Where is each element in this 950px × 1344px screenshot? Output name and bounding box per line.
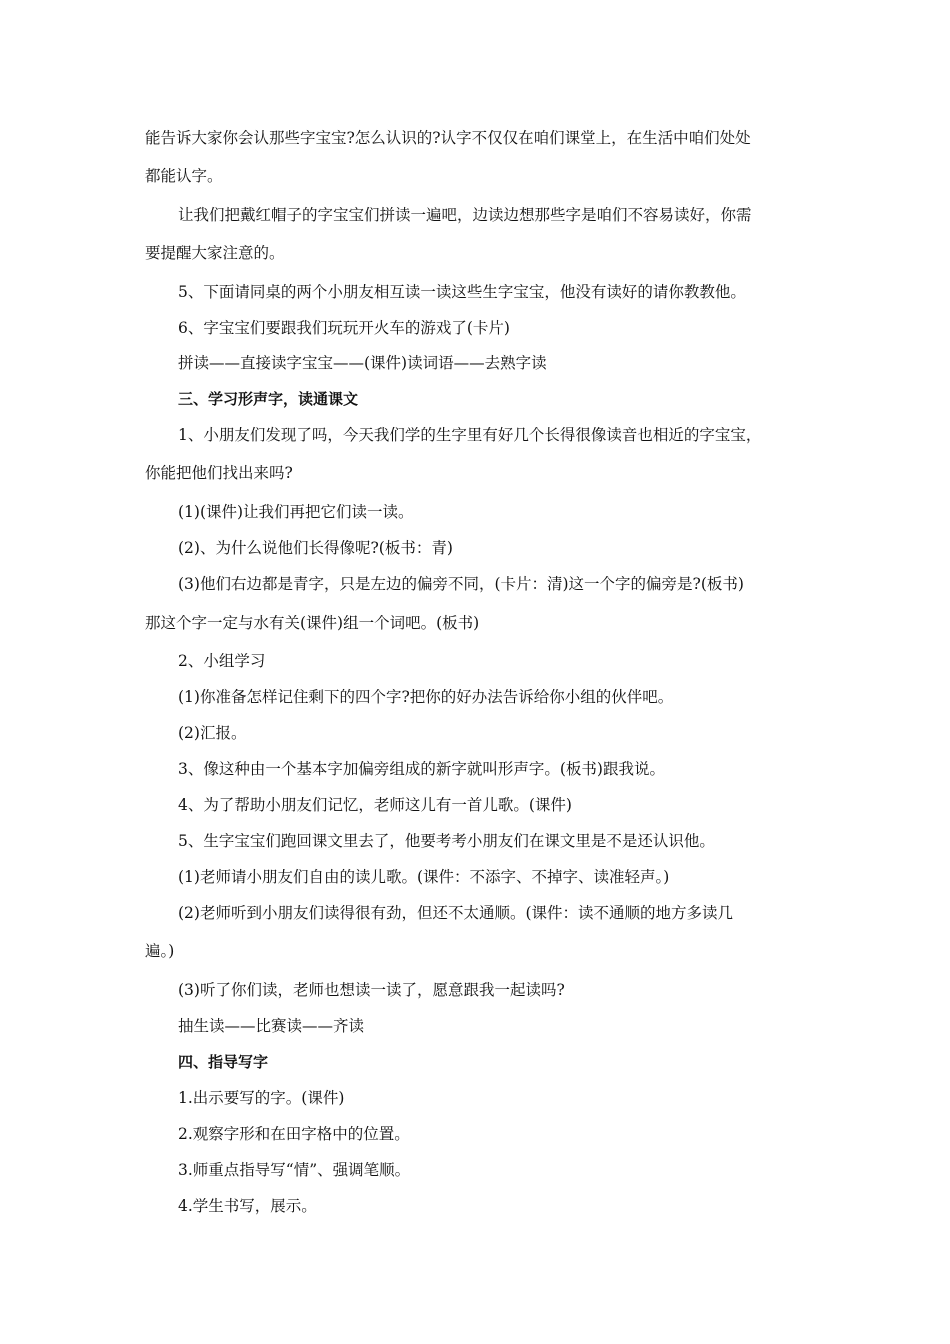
paragraph-line: 4.学生书写，展示。 <box>178 1197 317 1215</box>
paragraph-line: 1.出示要写的字。(课件) <box>178 1089 345 1107</box>
paragraph-line: 要提醒大家注意的。 <box>145 244 285 262</box>
paragraph-line: (2)老师听到小朋友们读得很有劲，但还不太通顺。(课件：读不通顺的地方多读几 <box>178 904 734 922</box>
section-heading: 三、学习形声字，读通课文 <box>178 390 359 408</box>
paragraph-line: 5、下面请同桌的两个小朋友相互读一读这些生字宝宝，他没有读好的请你教教他。 <box>178 283 746 301</box>
paragraph-line: (1)(课件)让我们再把它们读一读。 <box>178 503 414 521</box>
paragraph-line: 都能认字。 <box>145 167 223 185</box>
paragraph-line: 遍。) <box>145 942 175 960</box>
paragraph-line: (3)听了你们读，老师也想读一读了，愿意跟我一起读吗? <box>178 981 565 999</box>
paragraph-line: 4、为了帮助小朋友们记忆，老师这儿有一首儿歌。(课件) <box>178 796 572 814</box>
paragraph-line: (2)、为什么说他们长得像呢?(板书：青) <box>178 539 453 557</box>
paragraph-line: 你能把他们找出来吗? <box>145 464 293 482</box>
paragraph-line: 让我们把戴红帽子的字宝宝们拼读一遍吧，边读边想那些字是咱们不容易读好，你需 <box>178 206 752 224</box>
paragraph-line: 6、字宝宝们要跟我们玩玩开火车的游戏了(卡片) <box>178 319 510 337</box>
paragraph-line: (1)老师请小朋友们自由的读儿歌。(课件：不添字、不掉字、读准轻声。) <box>178 868 670 886</box>
paragraph-line: (1)你准备怎样记住剩下的四个字?把你的好办法告诉给你小组的伙伴吧。 <box>178 688 674 706</box>
paragraph-line: 3、像这种由一个基本字加偏旁组成的新字就叫形声字。(板书)跟我说。 <box>178 760 665 778</box>
paragraph-line: 拼读——直接读字宝宝——(课件)读词语——去熟字读 <box>178 354 547 372</box>
paragraph-line: 能告诉大家你会认那些字宝宝?怎么认识的?认字不仅仅在咱们课堂上，在生活中咱们处处 <box>145 129 751 147</box>
paragraph-line: 那这个字一定与水有关(课件)组一个词吧。(板书) <box>145 614 480 632</box>
paragraph-line: 2.观察字形和在田字格中的位置。 <box>178 1125 410 1143</box>
paragraph-line: 5、生字宝宝们跑回课文里去了，他要考考小朋友们在课文里是不是还认识他。 <box>178 832 715 850</box>
paragraph-line: 2、小组学习 <box>178 652 266 670</box>
paragraph-line: 1、小朋友们发现了吗，今天我们学的生字里有好几个长得很像读音也相近的字宝宝， <box>178 426 762 444</box>
paragraph-line: 抽生读——比赛读——齐读 <box>178 1017 365 1035</box>
paragraph-line: (2)汇报。 <box>178 724 247 742</box>
section-heading: 四、指导写字 <box>178 1053 269 1071</box>
paragraph-line: 3.师重点指导写“情”、强调笔顺。 <box>178 1161 411 1179</box>
paragraph-line: (3)他们右边都是青字，只是左边的偏旁不同，(卡片：清)这一个字的偏旁是?(板书) <box>178 575 744 593</box>
